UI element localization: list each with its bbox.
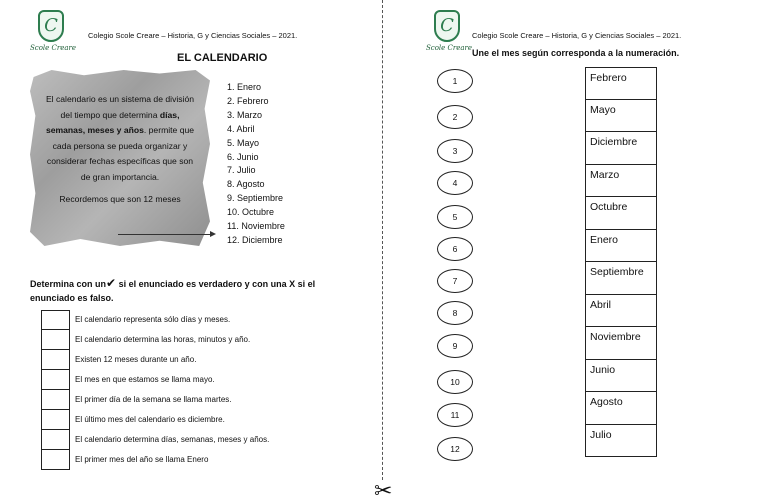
- answer-box[interactable]: [41, 430, 70, 450]
- parchment-paragraph: El calendario es un sistema de división del tiempo que determina días, semanas, meses y años. permite que cada persona se pueda organizar y considerar fechas específicas que son de gran importancia.: [45, 94, 195, 182]
- parchment-reminder: Recordemos que son 12 meses: [59, 193, 181, 204]
- answer-box[interactable]: [41, 330, 70, 350]
- month-cell[interactable]: Agosto: [585, 392, 657, 425]
- crest-icon: C: [38, 10, 64, 42]
- school-logo: [30, 10, 77, 54]
- month-item: 7. Julio: [227, 165, 256, 176]
- checkmark-icon: ✔: [106, 276, 117, 290]
- answer-box[interactable]: [41, 390, 70, 410]
- number-circle[interactable]: 8: [437, 301, 473, 325]
- month-cell[interactable]: Febrero: [585, 67, 657, 100]
- month-list: [227, 81, 285, 248]
- number-circle[interactable]: 4: [437, 171, 473, 195]
- header-text: Colegio Scole Creare – Historia, G y Ciencias Sociales – 2021.: [88, 31, 298, 40]
- arrow-line: [118, 234, 212, 235]
- statement-text: Existen 12 meses durante un año.: [75, 355, 197, 364]
- month-item: 3. Marzo: [227, 109, 263, 120]
- month-cell[interactable]: Septiembre: [585, 262, 657, 295]
- month-item: 4. Abril: [227, 123, 255, 134]
- logo-name: Scole Creare: [426, 44, 473, 52]
- number-circle[interactable]: 7: [437, 269, 473, 293]
- month-item: 9. Septiembre: [227, 193, 284, 204]
- statement-text: El primer día de la semana se llama martes.: [75, 395, 232, 404]
- answer-box[interactable]: [41, 370, 70, 390]
- answer-box[interactable]: [41, 310, 70, 330]
- month-cell[interactable]: Junio: [585, 360, 657, 393]
- month-item: 12. Diciembre: [227, 234, 283, 245]
- statement-text: El calendario representa sólo días y meses.: [75, 315, 231, 324]
- bold-keywords: días, semanas, meses y años: [45, 109, 180, 136]
- month-item: 2. Febrero: [227, 95, 269, 106]
- statement-text: El último mes del calendario es diciembre.: [75, 415, 225, 424]
- number-circle[interactable]: 9: [437, 334, 473, 358]
- answer-box[interactable]: [41, 350, 70, 370]
- month-cell[interactable]: Diciembre: [585, 132, 657, 165]
- month-cell[interactable]: Octubre: [585, 197, 657, 230]
- number-circle[interactable]: 5: [437, 205, 473, 229]
- school-logo: [426, 10, 473, 54]
- month-cell[interactable]: Julio: [585, 425, 657, 458]
- crest-icon: C: [434, 10, 460, 42]
- answer-box[interactable]: [41, 450, 70, 470]
- month-item: 8. Agosto: [227, 179, 265, 190]
- header-text: Colegio Scole Creare – Historia, G y Ciencias Sociales – 2021.: [472, 31, 682, 40]
- number-circle[interactable]: 1: [437, 69, 473, 93]
- cut-line: [382, 0, 383, 480]
- month-cell[interactable]: Abril: [585, 295, 657, 328]
- month-item: 1. Enero: [227, 82, 262, 92]
- statement-text: El primer mes del año se llama Enero: [75, 455, 209, 464]
- parchment-text: [44, 92, 196, 207]
- statement-text: El calendario determina las horas, minutos y año.: [75, 335, 251, 344]
- statement-text: El calendario determina días, semanas, meses y años.: [75, 435, 270, 444]
- month-cell[interactable]: Enero: [585, 230, 657, 263]
- month-item: 5. Mayo: [227, 137, 260, 148]
- number-circle[interactable]: 2: [437, 105, 473, 129]
- scissors-icon: ✂: [374, 478, 393, 503]
- number-circle[interactable]: 3: [437, 139, 473, 163]
- matching-instruction: Une el mes según corresponda a la numeración.: [472, 48, 680, 58]
- month-cell[interactable]: Mayo: [585, 100, 657, 133]
- month-cell[interactable]: Marzo: [585, 165, 657, 198]
- month-item: 10. Octubre: [227, 207, 275, 218]
- number-circle[interactable]: 11: [437, 403, 473, 427]
- month-item: 6. Junio: [227, 151, 259, 162]
- statement-text: El mes en que estamos se llama mayo.: [75, 375, 215, 384]
- number-circle[interactable]: 10: [437, 370, 473, 394]
- number-circle[interactable]: 12: [437, 437, 473, 461]
- answer-box[interactable]: [41, 410, 70, 430]
- month-item: 11. Noviembre: [227, 221, 285, 232]
- arrow-icon: [210, 231, 216, 237]
- page-title: EL CALENDARIO: [177, 52, 268, 64]
- month-cell[interactable]: Noviembre: [585, 327, 657, 360]
- number-circle[interactable]: 6: [437, 237, 473, 261]
- logo-name: Scole Creare: [30, 44, 77, 52]
- true-false-instruction: Determina con un✔ si el enunciado es verdadero y con una X si el enunciado es falso.: [30, 276, 316, 303]
